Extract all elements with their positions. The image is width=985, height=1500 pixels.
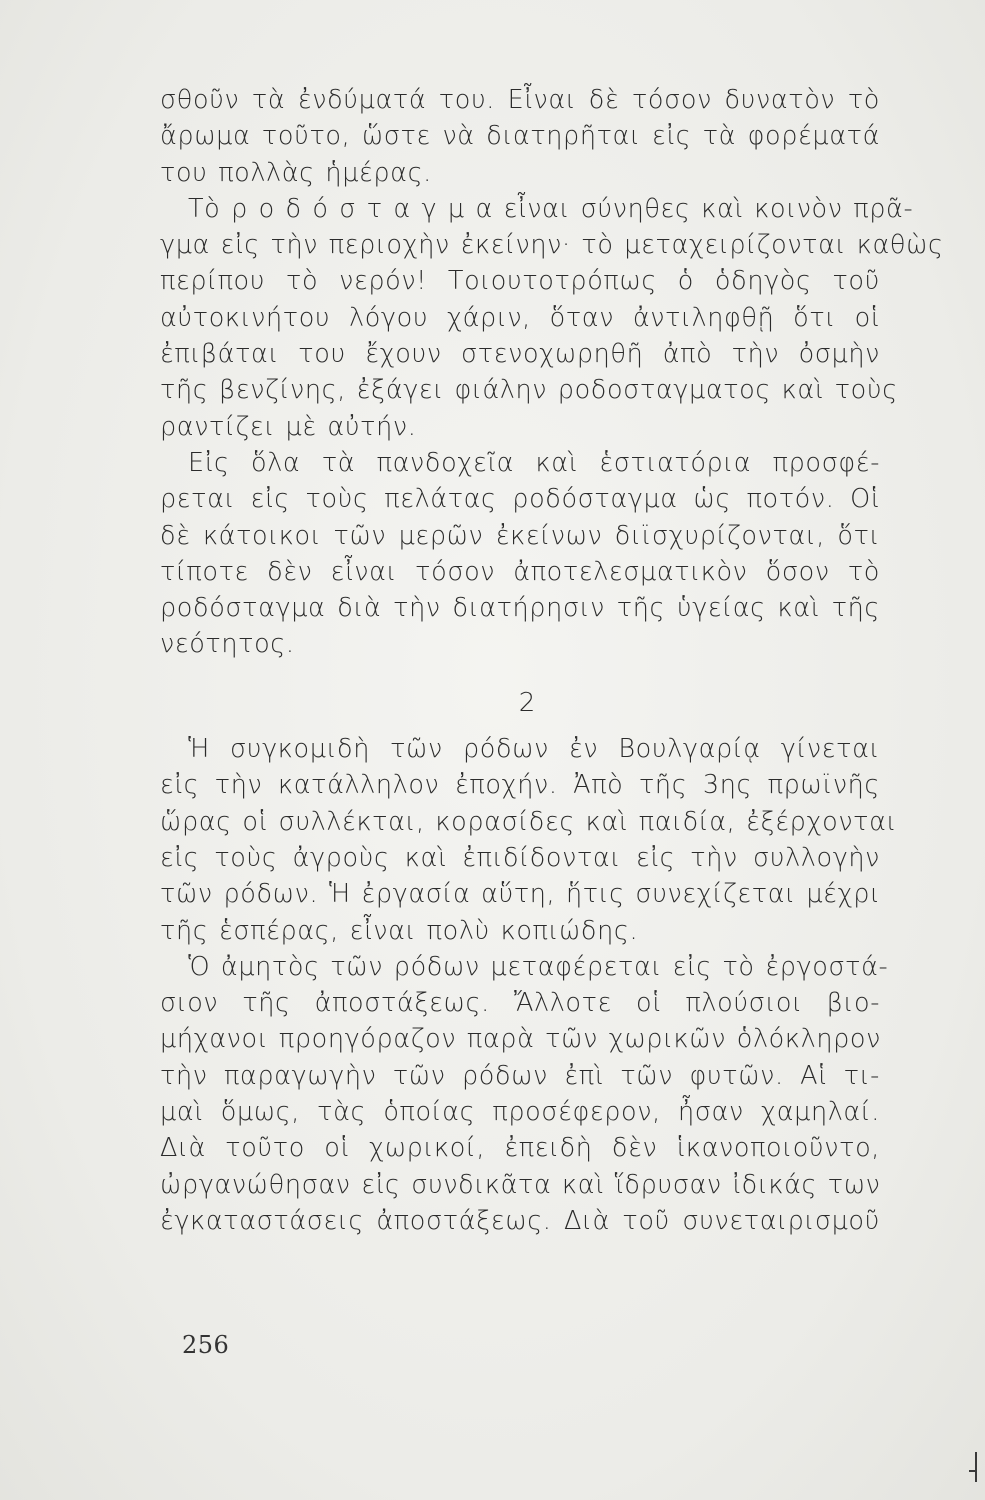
text-line: ροδόσταγμα διὰ τὴν διατήρησιν τῆς ὑγείας καὶ τῆς [160,593,880,624]
page-number: 256 [182,1331,230,1359]
text-line: εἰς τοὺς ἀγροὺς καὶ ἐπιδίδονται εἰς τὴν συλλογὴν [160,842,880,873]
text-line: μαὶ ὅμως, τὰς ὁποίας προσέφερον, ἦσαν χαμηλαί. [160,1097,880,1128]
text-line: τίποτε δὲν εἶναι τόσον ἀποτελεσματικὸν ὅσον τὸ [160,556,880,587]
text-line: ὥρας οἱ συλλέκται, κορασίδες καὶ παιδία, ἐξέρχονται [160,806,898,837]
text-line: ἐπιβάται του ἔχουν στενοχωρηθῆ ἀπὸ τὴν ὀσμὴν [160,339,880,370]
text-line: σιον τῆς ἀποστάξεως. Ἄλλοτε οἱ πλούσιοι βιο- [160,988,880,1019]
text-line: μήχανοι προηγόραζον παρὰ τῶν χωρικῶν ὁλόκληρον [160,1024,881,1055]
text-line: Ὁ ἀμητὸς τῶν ρόδων μεταφέρεται εἰς τὸ ἐργοστά- [188,951,889,982]
text-line: τῶν ρόδων. Ἡ ἐργασία αὕτη, ἥτις συνεχίζεται μέχρι [160,879,881,910]
margin-mark [975,1452,977,1482]
text-line: ἄρωμα τοῦτο, ὥστε νὰ διατηρῆται εἰς τὰ φορέματά [160,121,880,152]
text-line: δὲ κάτοικοι τῶν μερῶν ἐκείνων διϊσχυρίζονται, ὅτι [160,520,880,551]
text-line: Διὰ τοῦτο οἱ χωρικοί, ἐπειδὴ δὲν ἱκανοποιοῦντο, [160,1133,880,1164]
text-line: τῆς ἑσπέρας, εἶναι πολὺ κοπιώδης. [160,915,639,946]
body-text [160,82,944,1239]
text-line: Τὸ ρ ο δ ό σ τ α γ μ α εἶναι σύνηθες καὶ κοινὸν πρᾶ- [188,193,914,224]
text-line: ἐγκαταστάσεις ἀποστάξεως. Διὰ τοῦ συνεταιρισμοῦ [160,1205,880,1236]
text-line: Ἡ συγκομιδὴ τῶν ρόδων ἐν Βουλγαρίᾳ γίνεται [188,734,880,765]
section-number: 2 [518,687,536,718]
text-line: ὠργανώθησαν εἰς συνδικᾶτα καὶ ἵδρυσαν ἰδικάς των [160,1169,881,1200]
text-line: τῆς βενζίνης, ἐξάγει φιάλην ροδοσταγματος καὶ τοὺς [160,375,898,406]
text-line: τὴν παραγωγὴν τῶν ρόδων ἐπὶ τῶν φυτῶν. Αἱ τι- [160,1060,880,1091]
margin-tick [969,1470,977,1472]
text-line: περίπου τὸ νερόν! Τοιουτοτρόπως ὁ ὁδηγὸς τοῦ [160,266,880,297]
text-line: σθοῦν τὰ ἐνδύματά του. Εἶναι δὲ τόσον δυνατὸν τὸ [160,85,880,115]
text-line: ραντίζει μὲ αὐτήν. [160,411,417,442]
text-line: γμα εἰς τὴν περιοχὴν ἐκείνην· τὸ μεταχειρίζονται καθὼς [160,230,944,261]
text-line: Εἰς ὅλα τὰ πανδοχεῖα καὶ ἑστιατόρια προσφέ- [188,447,880,478]
text-line: του πολλὰς ἡμέρας. [160,157,432,188]
text-line: νεότητος. [160,629,295,660]
text-line: αὐτοκινήτου λόγου χάριν, ὅταν ἀντιληφθῇ ὅτι οἱ [160,302,880,333]
text-line: εἰς τὴν κατάλληλον ἐποχήν. Ἀπὸ τῆς 3ης πρωϊνῆς [160,770,880,801]
text-line: ρεται εἰς τοὺς πελάτας ροδόσταγμα ὡς ποτόν. Οἱ [160,484,880,515]
